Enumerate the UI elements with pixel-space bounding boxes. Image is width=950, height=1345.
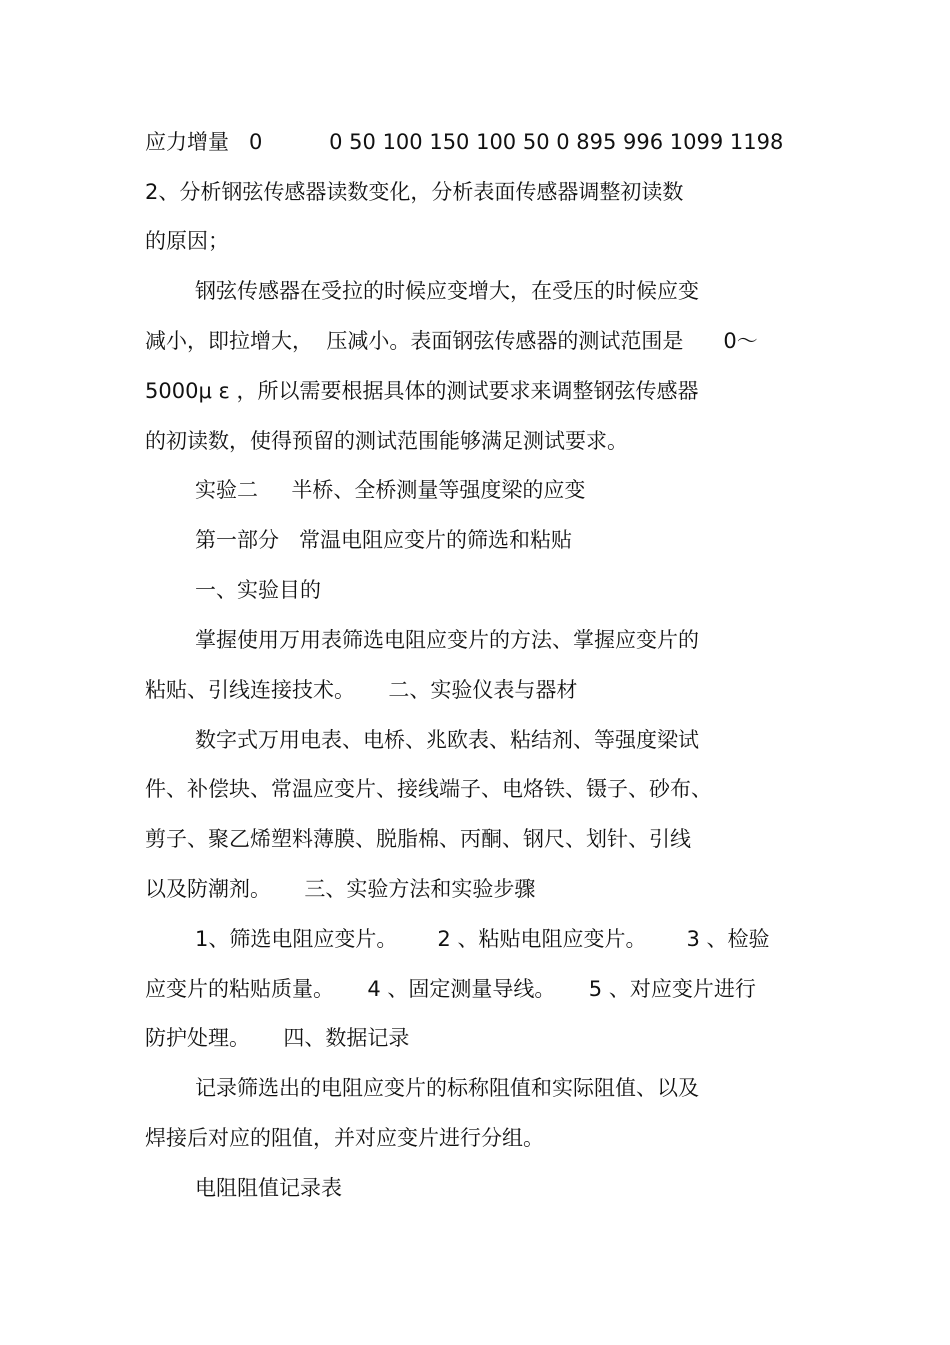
- record-line-2: 焊接后对应的阻值，并对应变片进行分组。: [145, 1126, 544, 1150]
- stress-increment-row: 应力增量 0 0 50 100 150 100 50 0 895 996 1099 1198: [145, 130, 784, 154]
- part-1-title: 第一部分 常温电阻应变片的筛选和粘贴: [195, 528, 573, 552]
- steps-line-1: 1、筛选电阻应变片。 2 、粘贴电阻应变片。 3 、检验: [195, 927, 770, 951]
- objective-line-1: 掌握使用万用表筛选电阻应变片的方法、掌握应变片的: [195, 628, 699, 652]
- equipment-line-4: 以及防潮剂。 三、实验方法和实验步骤: [145, 877, 536, 901]
- experiment-2-title: 实验二 半桥、全桥测量等强度梁的应变: [195, 478, 586, 502]
- equipment-line-3: 剪子、聚乙烯塑料薄膜、脱脂棉、丙酮、钢尺、划针、引线: [145, 827, 691, 851]
- equipment-line-2: 件、补偿块、常温应变片、接线端子、电烙铁、镊子、砂布、: [145, 777, 712, 801]
- question-2-line-1: 2、分析钢弦传感器读数变化，分析表面传感器调整初读数: [145, 180, 684, 204]
- answer-paragraph-line-3: 5000μ ε ，所以需要根据具体的测试要求来调整钢弦传感器: [145, 379, 699, 403]
- question-2-line-2: 的原因；: [145, 229, 229, 253]
- objective-line-2: 粘贴、引线连接技术。 二、实验仪表与器材: [145, 678, 578, 702]
- answer-paragraph-line-2: 减小，即拉增大， 压减小。表面钢弦传感器的测试范围是 0～: [145, 329, 758, 353]
- record-line-1: 记录筛选出的电阻应变片的标称阻值和实际阻值、以及: [195, 1076, 699, 1100]
- answer-paragraph-line-4: 的初读数，使得预留的测试范围能够满足测试要求。: [145, 429, 628, 453]
- section-objective-heading: 一、实验目的: [195, 578, 321, 602]
- equipment-line-1: 数字式万用电表、电桥、兆欧表、粘结剂、等强度梁试: [195, 728, 699, 752]
- answer-paragraph-line-1: 钢弦传感器在受拉的时候应变增大，在受压的时候应变: [195, 279, 699, 303]
- steps-line-2: 应变片的粘贴质量。 4 、固定测量导线。 5 、对应变片进行: [145, 977, 756, 1001]
- resistance-table-caption: 电阻阻值记录表: [195, 1176, 342, 1200]
- steps-line-3: 防护处理。 四、数据记录: [145, 1026, 410, 1050]
